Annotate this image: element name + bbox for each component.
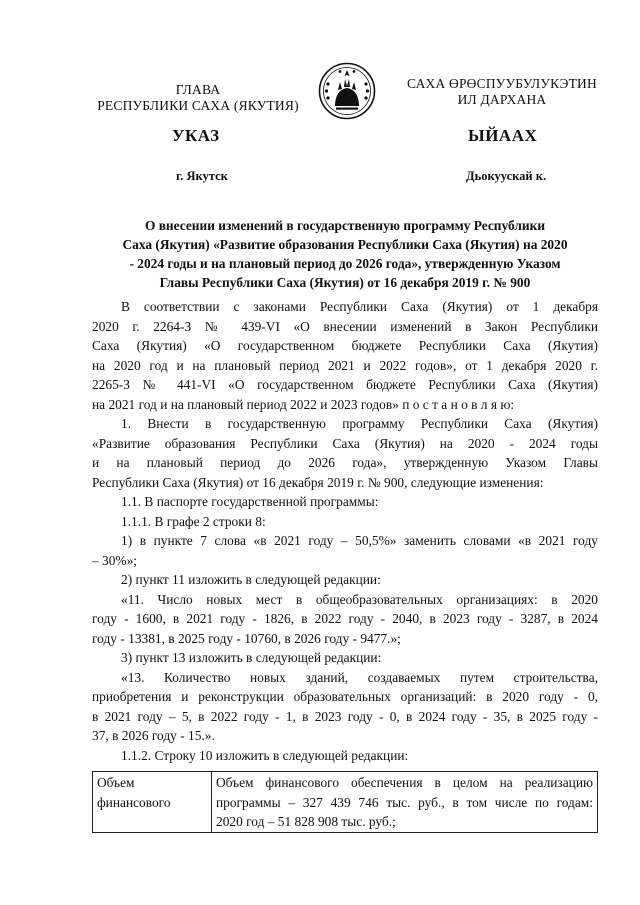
body-text-line: 1.1. В паспорте государственной программы:: [121, 494, 379, 509]
body-text-line: Республики Саха (Якутия) от 16 декабря 2019 г. № 900, следующие изменения:: [92, 474, 544, 490]
title-line: О внесении изменений в государственную программу Республики: [144, 218, 546, 233]
doc-type-left: УКАЗ: [172, 126, 220, 145]
body-text-line: – 30%»;: [92, 552, 138, 568]
body-text-line: году - 13381, в 2025 году - 10760, в 2026 году - 9477.»;: [92, 630, 401, 646]
table-text-line: программы – 327 439 746 тыс. руб., в том числе по годам:: [216, 794, 593, 810]
body-text-line: на 2020 год и на плановый период 2021 и 2022 годов», от 1 декабря 2020 г.: [92, 357, 598, 373]
body-text-line: «13. Количество новых зданий, создаваемых путем строительства,: [121, 669, 598, 685]
title-line: Саха (Якутия) «Развитие образования Республики Саха (Якутия) на 2020: [122, 237, 568, 252]
coat-of-arms-icon: [318, 62, 376, 120]
header-left-line: ГЛАВА: [175, 82, 221, 97]
body-text-line: «11. Число новых мест в общеобразовательных организациях: в 2020: [121, 591, 598, 607]
document-title: [92, 216, 598, 292]
table-text-line: 2020 год – 51 828 908 тыс. руб.;: [216, 814, 396, 829]
body-text-line: и на плановый период до 2026 года», утвержденную Указом Главы: [92, 455, 598, 470]
city-right: Дьокуускай к.: [466, 169, 547, 183]
document-body: [92, 297, 598, 765]
body-text-line: приобретения и реконструкции образовательных организаций: в 2020 году - 0,: [92, 689, 598, 704]
body-text-line: в 2021 году – 5, в 2022 году - 1, в 2023 году - 0, в 2024 году - 35, в 2025 году -: [92, 708, 598, 724]
body-text-line: 3) пункт 13 изложить в следующей редакции:: [121, 650, 382, 665]
table-row: [93, 772, 598, 833]
body-text-line: «Развитие образования Республики Саха (Якутия) на 2020 - 2024 годы: [92, 435, 598, 451]
body-text-line: на 2021 год и на плановый период 2022 и 2023 годов» п о с т а н о в л я ю:: [92, 396, 515, 412]
body-text-line: году - 1600, в 2021 году - 1826, в 2022 году - 2040, в 2023 году - 3287, в 2024: [92, 611, 598, 626]
body-text-line: 1.1.2. Строку 10 изложить в следующей редакции:: [121, 747, 409, 763]
body-text-line: 2020 г. 2264-З № 439-VI «О внесении изменений в Закон Республики: [92, 318, 598, 334]
body-text-line: 1) в пункте 7 слова «в 2021 году – 50,5%» заменить словами «в 2021 году: [121, 533, 598, 548]
body-text-line: 2) пункт 11 изложить в следующей редакции:: [121, 572, 381, 587]
header-left: [88, 82, 308, 114]
title-line: Главы Республики Саха (Якутия) от 16 декабря 2019 г. № 900: [159, 275, 531, 290]
body-text-line: В соответствии с законами Республики Саха (Якутия) от 1 декабря: [121, 299, 598, 314]
table-text-line: Объем: [97, 775, 135, 790]
body-text-line: 1. Внести в государственную программу Республики Саха (Якутия): [121, 416, 598, 431]
table-text-line: финансового: [97, 794, 171, 810]
header-left-line: РЕСПУБЛИКИ САХА (ЯКУТИЯ): [97, 98, 299, 113]
city-left: г. Якутск: [176, 169, 228, 183]
body-text-line: 37, в 2026 году - 15.».: [92, 728, 215, 743]
body-text-line: 1.1.1. В графе 2 строки 8:: [121, 513, 266, 529]
body-text-line: 2265-З № 441-VI «О государственном бюджете Республики Саха (Якутия): [92, 377, 598, 392]
header-right-line: САХА ӨРӨСПУУБУЛУКЭТИН: [407, 76, 597, 91]
title-line: - 2024 годы и на плановый период до 2026 года», утвержденную Указом: [129, 256, 561, 271]
table-cell-label: [93, 772, 212, 833]
doc-type-right: ЫЙААХ: [468, 126, 538, 145]
body-text-line: Саха (Якутия) «О государственном бюджете Республики Саха (Якутия): [92, 338, 598, 353]
header-right-line: ИЛ ДАРХАНА: [457, 92, 547, 107]
table-cell-value: [212, 772, 598, 833]
table-text-line: Объем финансового обеспечения в целом на реализацию: [216, 775, 593, 790]
header-right: [400, 76, 604, 108]
program-passport-table: [92, 771, 598, 833]
